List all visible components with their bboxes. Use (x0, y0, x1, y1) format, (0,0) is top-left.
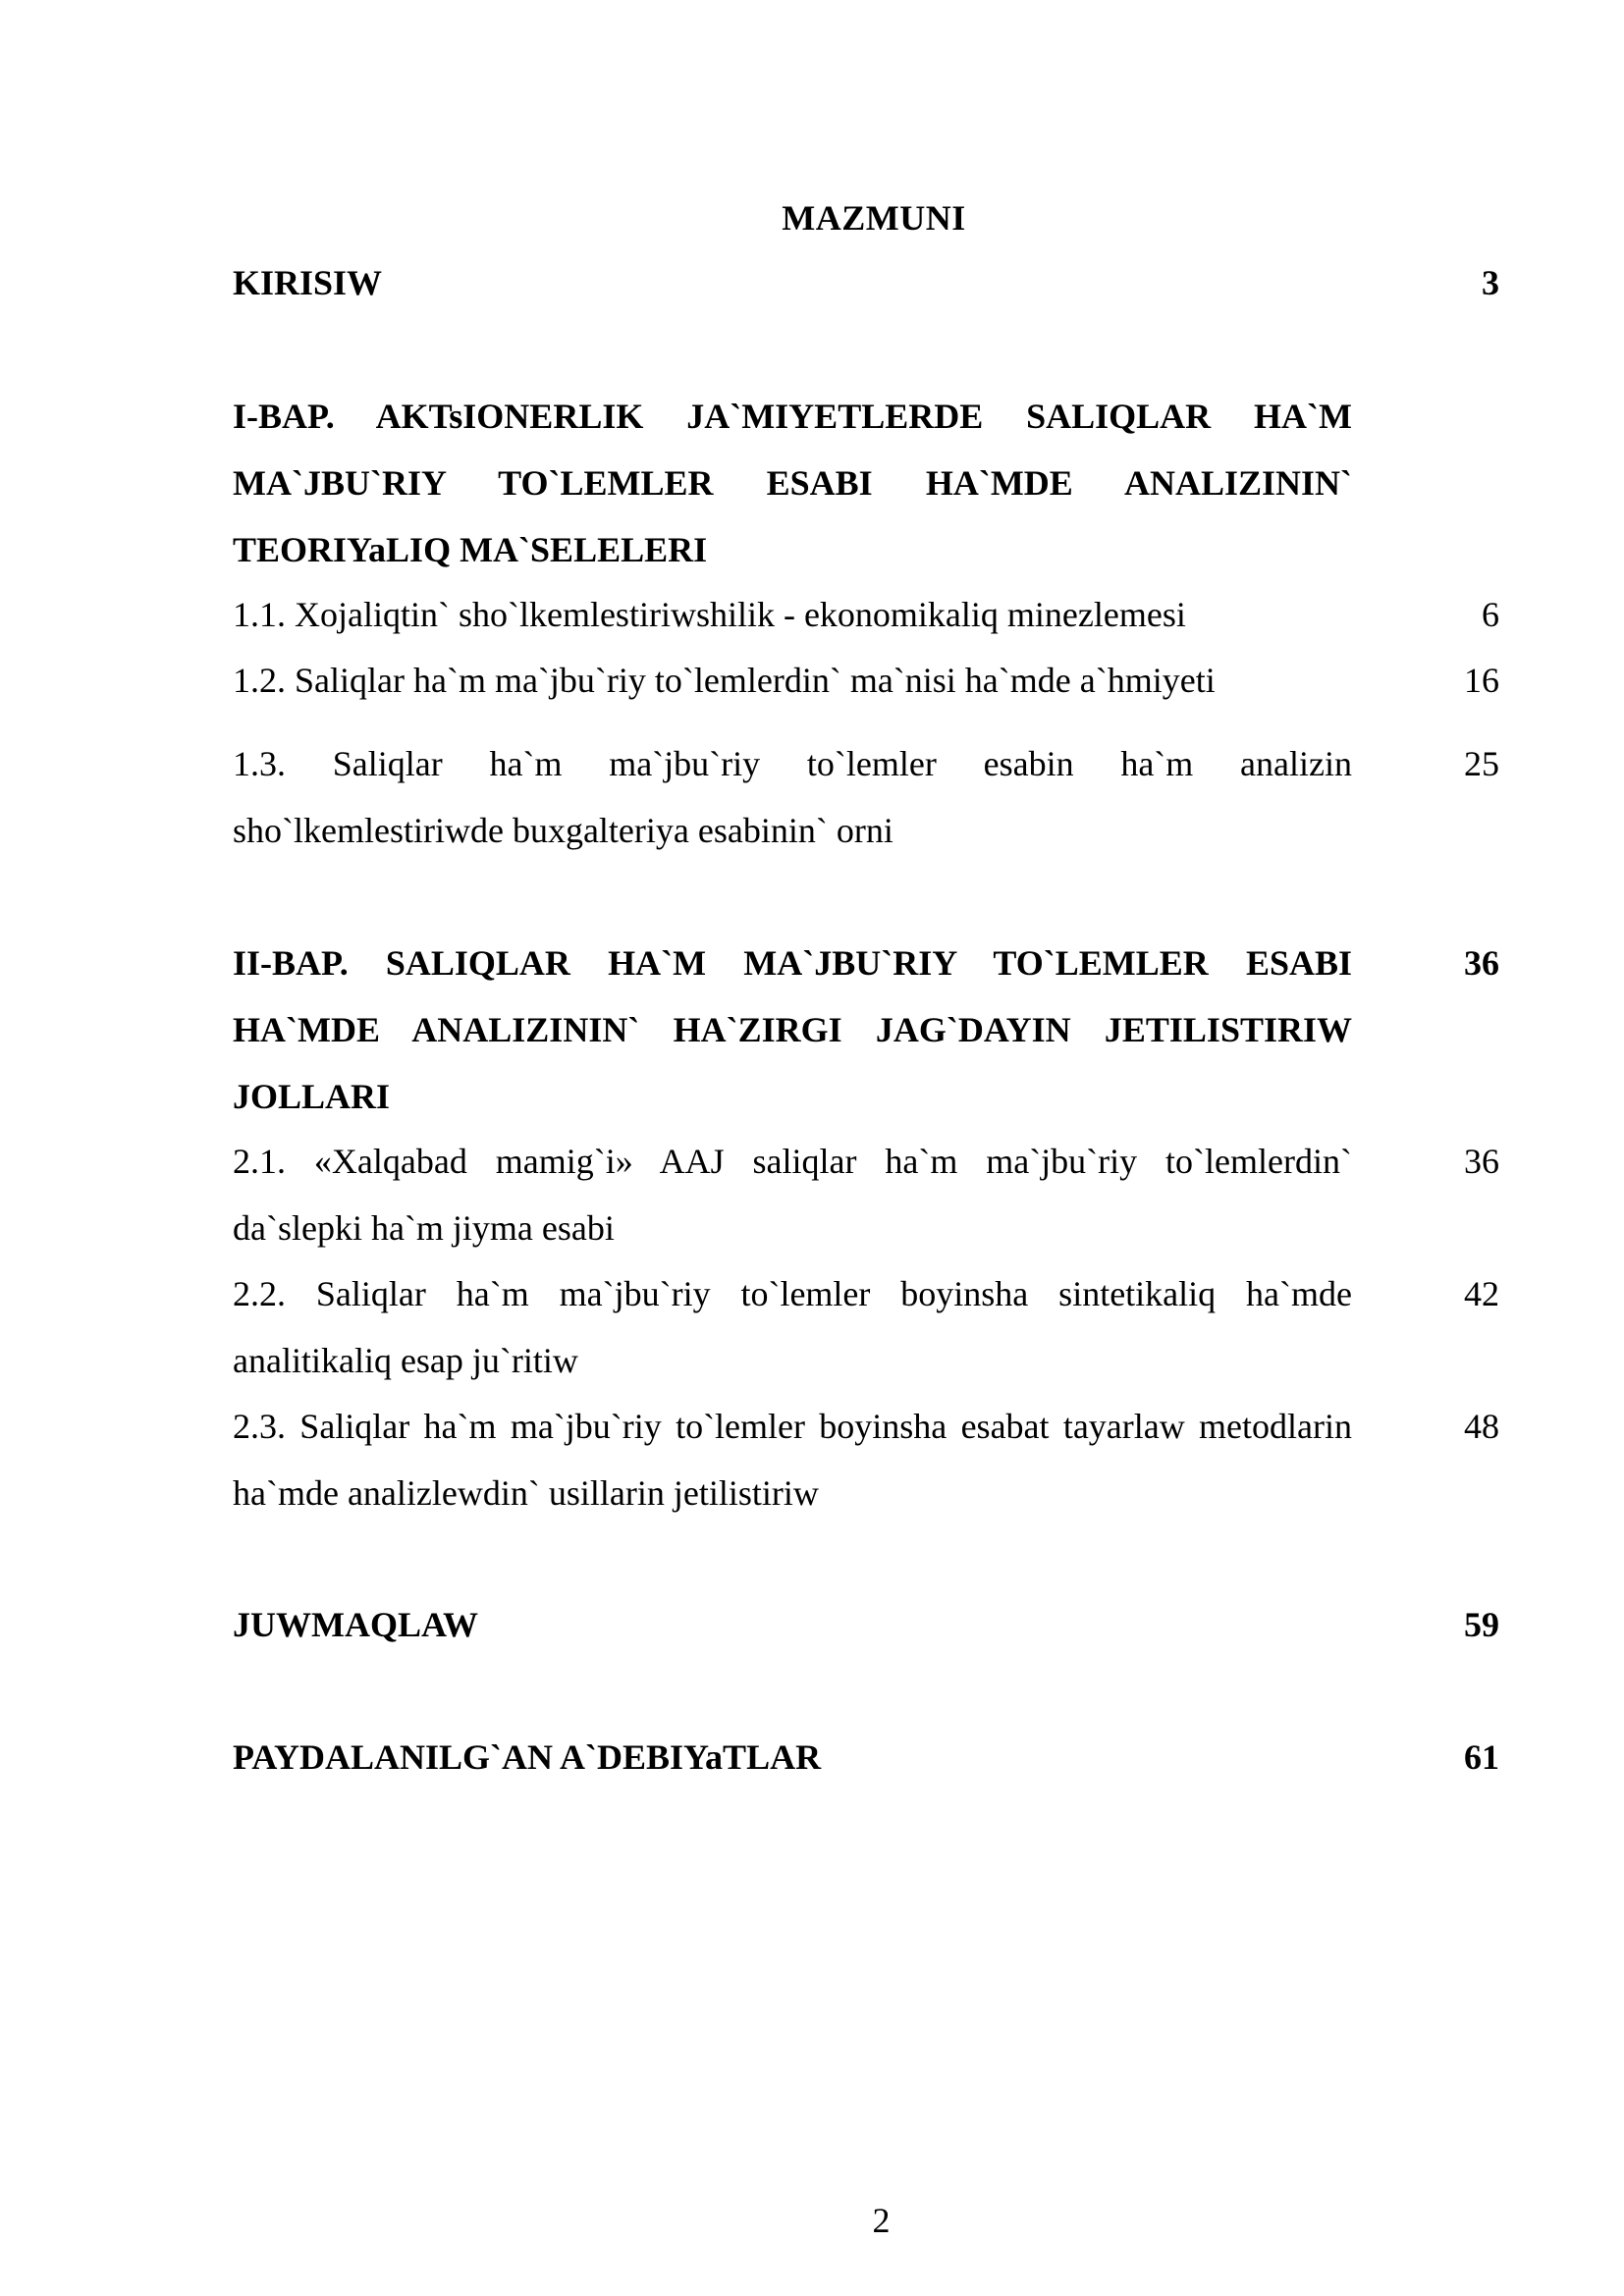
toc-entry-page: 36 (1464, 1142, 1499, 1181)
toc-entry-text: 2.2. Saliqlar ha`m ma`jbu`riy to`lemler boyinsha sintetikaliq ha`mde analitikaliq esap ju`ritiw (233, 1274, 1352, 1380)
toc-entry-section-2-1 (233, 1128, 1499, 1261)
toc-entry-text: I-BAP. AKTsIONERLIK JA`MIYETLERDE SALIQLAR HA`M MA`JBU`RIY TO`LEMLER ESABI HA`MDE ANALIZININ` TEORIYaLIQ MA`SELELERI (233, 397, 1352, 569)
toc-entry-page: 42 (1464, 1274, 1499, 1313)
toc-entry-page: 16 (1464, 661, 1499, 700)
page-number: 2 (872, 2201, 891, 2240)
toc-entry-text: 2.1. «Xalqabad mamig`i» AAJ saliqlar ha`m ma`jbu`riy to`lemlerdin` da`slepki ha`m jiyma esabi (233, 1142, 1352, 1248)
toc-entry-text: PAYDALANILG`AN A`DEBIYaTLAR (233, 1737, 822, 1777)
toc-entry-section-2-2 (233, 1260, 1499, 1394)
toc-entry-text: 1.1. Xojaliqtin` sho`lkemlestiriwshilik - ekonomikaliq minezlemesi (233, 595, 1186, 634)
toc-entry-page: 25 (1464, 744, 1499, 783)
toc-entry-text: II-BAP. SALIQLAR HA`M MA`JBU`RIY TO`LEMLER ESABI HA`MDE ANALIZININ` HA`ZIRGI JAG`DAYIN JETILISTIRIW JOLLARI (233, 943, 1352, 1116)
toc-entry-section-1-1 (233, 581, 1499, 648)
toc-entry-page: 61 (1464, 1737, 1499, 1777)
toc-entry-section-2-3 (233, 1393, 1499, 1526)
toc-entry-text: KIRISIW (233, 263, 383, 302)
toc-entry-chapter-2 (233, 930, 1499, 1130)
toc-entry-section-1-3 (233, 730, 1499, 864)
toc-entry-text: 2.3. Saliqlar ha`m ma`jbu`riy to`lemler boyinsha esabat tayarlaw metodlarin ha`mde analizlewdin` usillarin jetilistiriw (233, 1407, 1352, 1513)
toc-entry-chapter-1 (233, 383, 1499, 583)
toc-entry-conclusion (233, 1591, 1499, 1658)
toc-entry-text: 1.2. Saliqlar ha`m ma`jbu`riy to`lemlerdin` ma`nisi ha`mde a`hmiyeti (233, 661, 1216, 700)
toc-entry-section-1-2 (233, 647, 1499, 714)
toc-entry-page: 6 (1482, 595, 1499, 634)
toc-entry-references (233, 1724, 1499, 1790)
toc-entry-page: 36 (1464, 943, 1499, 983)
toc-entry-text: 1.3. Saliqlar ha`m ma`jbu`riy to`lemler esabin ha`m analizin sho`lkemlestiriwde buxgalteriya esabinin` orni (233, 744, 1352, 850)
toc-title: MAZMUNI (782, 198, 966, 238)
toc-entry-introduction (233, 249, 1499, 316)
toc-entry-page: 3 (1482, 263, 1499, 302)
toc-entry-page: 48 (1464, 1407, 1499, 1446)
toc-entry-text: JUWMAQLAW (233, 1605, 478, 1644)
toc-entry-page: 59 (1464, 1605, 1499, 1644)
